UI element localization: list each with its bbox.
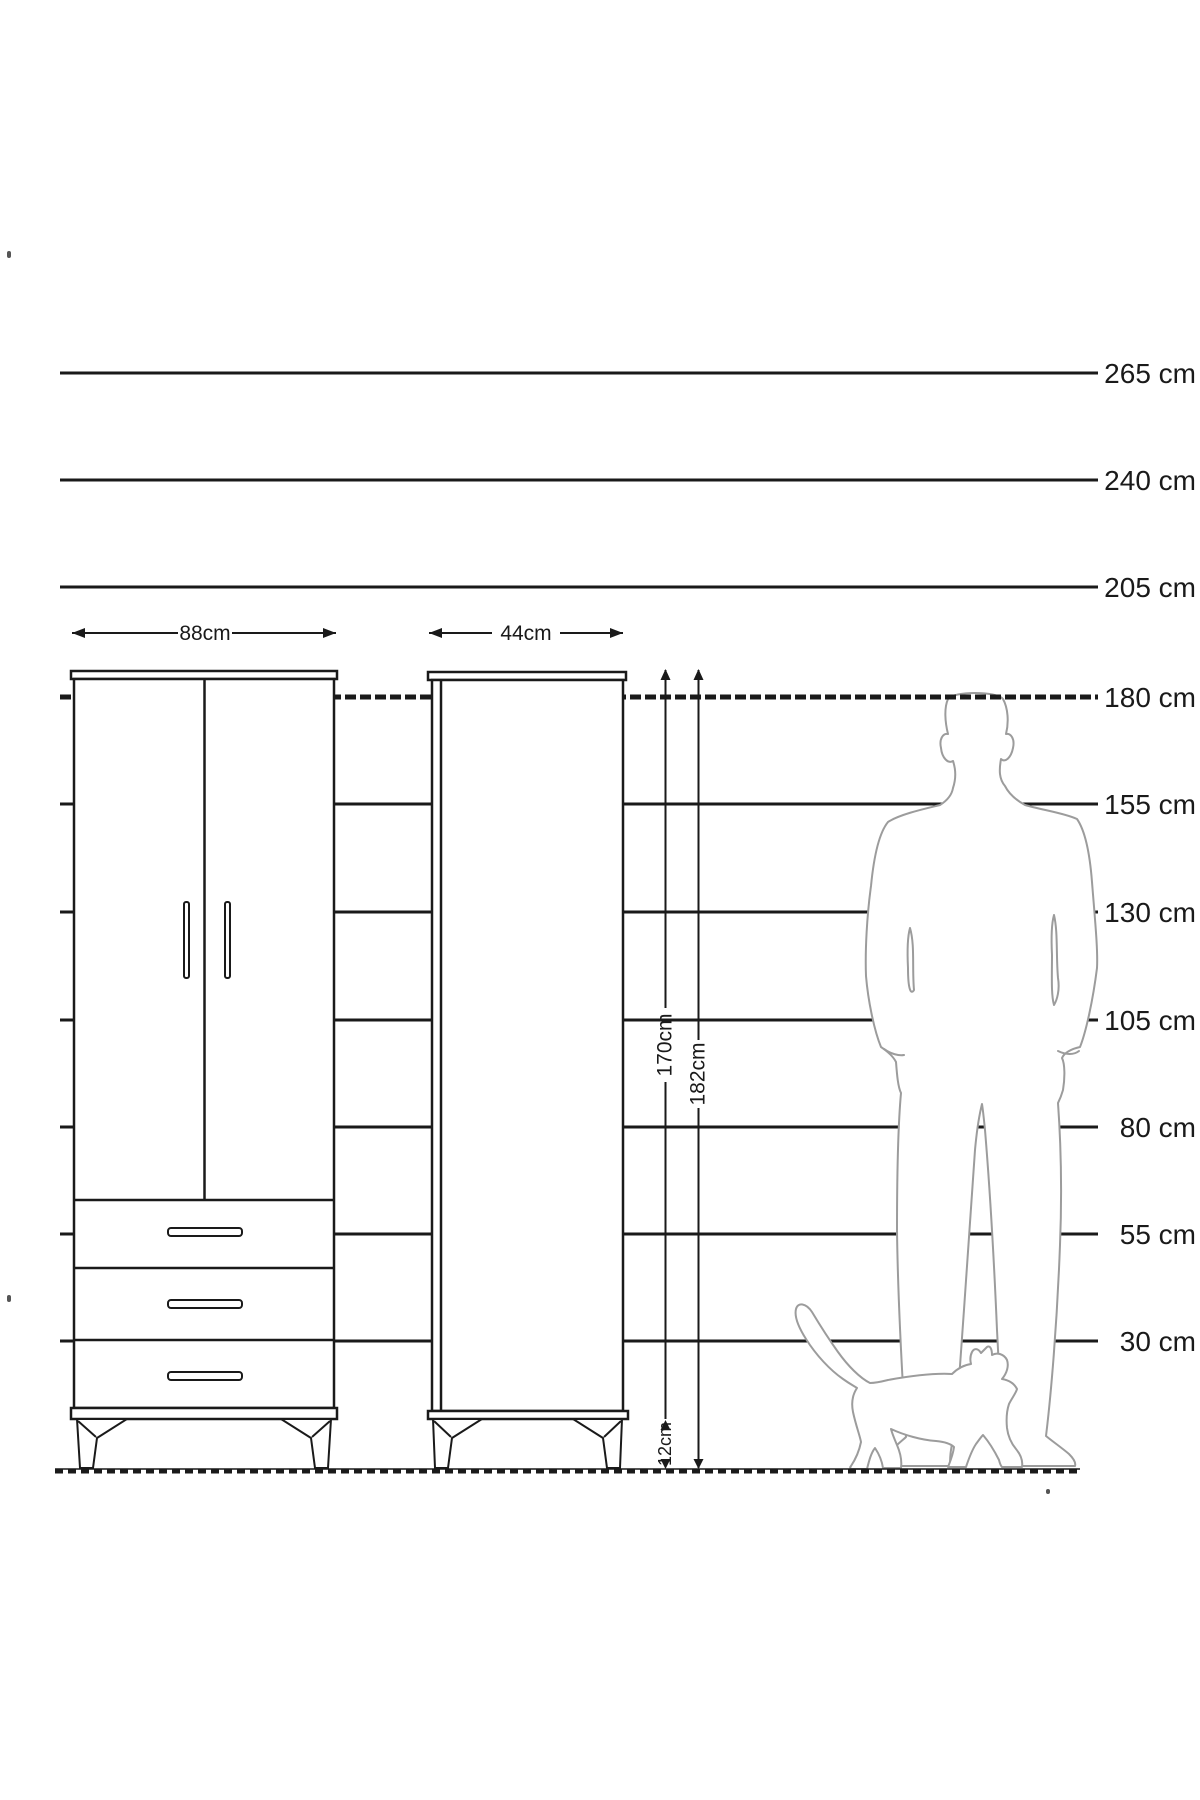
wardrobe-single-base-plate	[428, 1411, 628, 1419]
drawer-handle	[168, 1228, 242, 1236]
height-label: 30 cm	[1119, 1326, 1196, 1357]
height-label: 265 cm	[1104, 358, 1196, 389]
wardrobe-double	[71, 671, 337, 1468]
height-label: 155 cm	[1104, 789, 1196, 820]
height-label: 240 cm	[1104, 465, 1196, 496]
wardrobe-double-base-plate	[71, 1408, 337, 1419]
door-handle-left	[184, 902, 189, 978]
height-label: 130 cm	[1104, 897, 1196, 928]
total-height-label-182cm: 182cm	[686, 1042, 710, 1106]
wardrobe-single-body	[432, 680, 623, 1411]
drawer-handle	[168, 1300, 242, 1308]
width-label-44cm: 44cm	[500, 622, 552, 645]
drawer-handle	[168, 1372, 242, 1380]
leg-height-label-12cm: 12cm	[654, 1421, 675, 1467]
door-handle-right	[225, 902, 230, 978]
height-label: 205 cm	[1104, 572, 1196, 603]
height-label: 180 cm	[1104, 682, 1196, 713]
height-label: 105 cm	[1104, 1005, 1196, 1036]
height-label: 80 cm	[1119, 1112, 1196, 1143]
width-label-88cm: 88cm	[179, 622, 231, 645]
body-height-label-170cm: 170cm	[653, 1013, 677, 1077]
height-label: 55 cm	[1119, 1219, 1196, 1250]
wardrobe-single	[428, 672, 628, 1468]
